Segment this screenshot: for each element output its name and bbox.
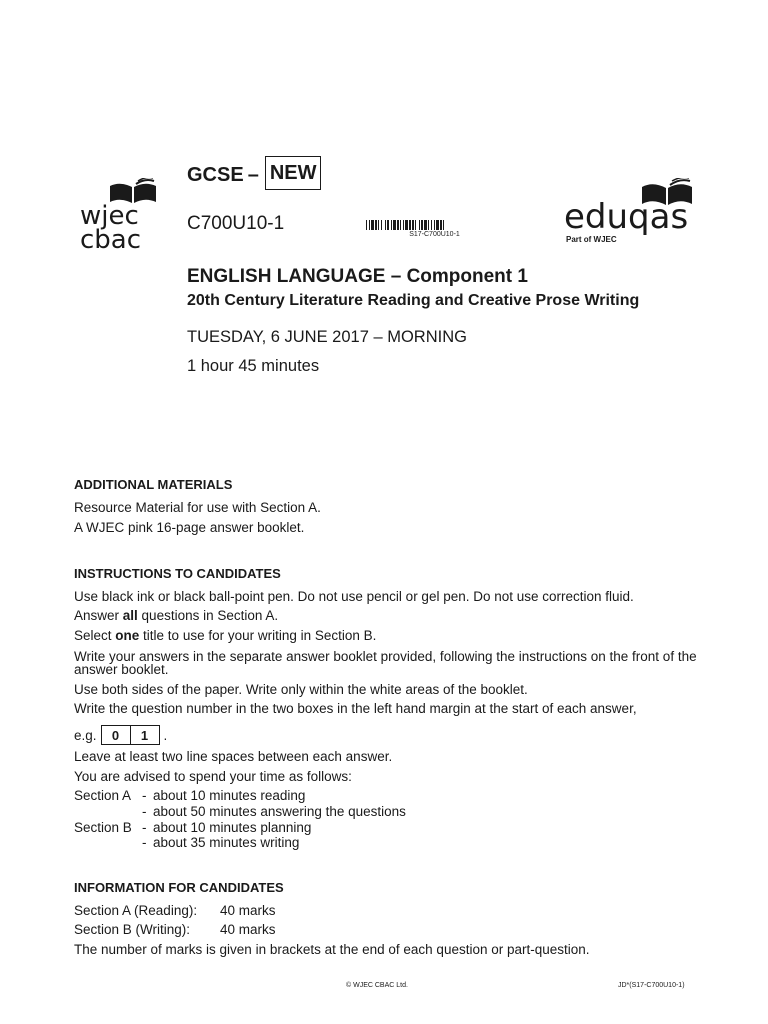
additional-materials-line: A WJEC pink 16-page answer booklet. <box>74 520 305 535</box>
question-number-example <box>74 724 167 746</box>
reference-footer: JD*(S17-C700U10-1) <box>618 982 685 989</box>
paper-code: C700U10-1 <box>187 213 285 234</box>
exam-subtitle: 20th Century Literature Reading and Creative Prose Writing <box>187 292 640 309</box>
schedule-section: Section A <box>74 788 132 803</box>
instruction-line <box>74 628 376 644</box>
marks-section: Section B (Writing): <box>74 922 191 937</box>
barcode-text: S17-C700U10-1 <box>409 231 460 238</box>
barcode <box>366 220 503 230</box>
schedule-dash: - <box>142 835 147 850</box>
schedule-dash: - <box>142 804 147 819</box>
exam-title: ENGLISH LANGUAGE – Component 1 <box>187 266 528 287</box>
instruction-line: Leave at least two line spaces between each answer. <box>74 749 393 764</box>
example-box: 0 <box>101 725 131 745</box>
instruction-text: Select <box>74 628 116 643</box>
schedule-text: about 10 minutes planning <box>153 820 312 835</box>
eduqas-logo <box>564 178 694 248</box>
additional-materials-line: Resource Material for use with Section A. <box>74 500 321 515</box>
example-box: 1 <box>131 725 160 745</box>
example-label: e.g. <box>74 727 97 743</box>
instruction-text: title to use for your writing in Section B. <box>139 628 377 643</box>
information-heading: INFORMATION FOR CANDIDATES <box>74 880 284 895</box>
marks-value: 40 marks <box>220 903 276 918</box>
schedule-row <box>74 788 305 804</box>
schedule-row <box>74 835 299 851</box>
instruction-line: Write your answers in the separate answer booklet provided, following the instructions on the front of the answer booklet. <box>74 649 697 677</box>
instruction-line: Use both sides of the paper. Write only within the white areas of the booklet. <box>74 682 528 697</box>
instruction-text: questions in Section A. <box>137 608 279 623</box>
instructions-heading: INSTRUCTIONS TO CANDIDATES <box>74 566 281 581</box>
question-number-boxes <box>101 725 160 745</box>
wjec-logo-text: wjec <box>80 201 139 231</box>
instruction-line <box>74 608 278 624</box>
schedule-text: about 50 minutes answering the questions <box>153 804 406 819</box>
exam-duration: 1 hour 45 minutes <box>187 357 320 375</box>
schedule-text: about 10 minutes reading <box>153 788 306 803</box>
marks-row <box>74 903 276 919</box>
cbac-logo-text: cbac <box>80 225 142 255</box>
wjec-cbac-logo <box>80 178 164 258</box>
eduqas-logo-text: eduqas <box>564 197 689 237</box>
instruction-emphasis: all <box>122 608 138 623</box>
marks-note: The number of marks is given in brackets at the end of each question or part-question. <box>74 942 590 957</box>
instruction-emphasis: one <box>115 628 140 643</box>
eduqas-logo-subtext: Part of WJEC <box>566 235 617 244</box>
schedule-dash: - <box>142 788 147 803</box>
instruction-line: Use black ink or black ball-point pen. Do not use pencil or gel pen. Do not use correction fluid. <box>74 589 634 604</box>
instruction-line: You are advised to spend your time as follows: <box>74 769 352 784</box>
schedule-row <box>74 820 311 836</box>
gcse-label: GCSE <box>187 164 244 186</box>
marks-row <box>74 922 276 938</box>
instruction-line: Write the question number in the two boxes in the left hand margin at the start of each answer, <box>74 701 637 716</box>
marks-value: 40 marks <box>220 922 276 937</box>
gcse-heading <box>187 158 321 192</box>
schedule-text: about 35 minutes writing <box>153 835 300 850</box>
schedule-row <box>74 804 406 820</box>
schedule-section: Section B <box>74 820 132 835</box>
schedule-dash: - <box>142 820 147 835</box>
gcse-dash: – <box>247 164 259 186</box>
exam-date: TUESDAY, 6 JUNE 2017 – MORNING <box>187 328 467 346</box>
instruction-text: Answer <box>74 608 123 623</box>
additional-materials-heading: ADDITIONAL MATERIALS <box>74 477 233 492</box>
marks-section: Section A (Reading): <box>74 903 198 918</box>
new-badge: NEW <box>265 156 322 190</box>
example-period: . <box>163 727 168 743</box>
copyright-footer: © WJEC CBAC Ltd. <box>346 982 408 989</box>
